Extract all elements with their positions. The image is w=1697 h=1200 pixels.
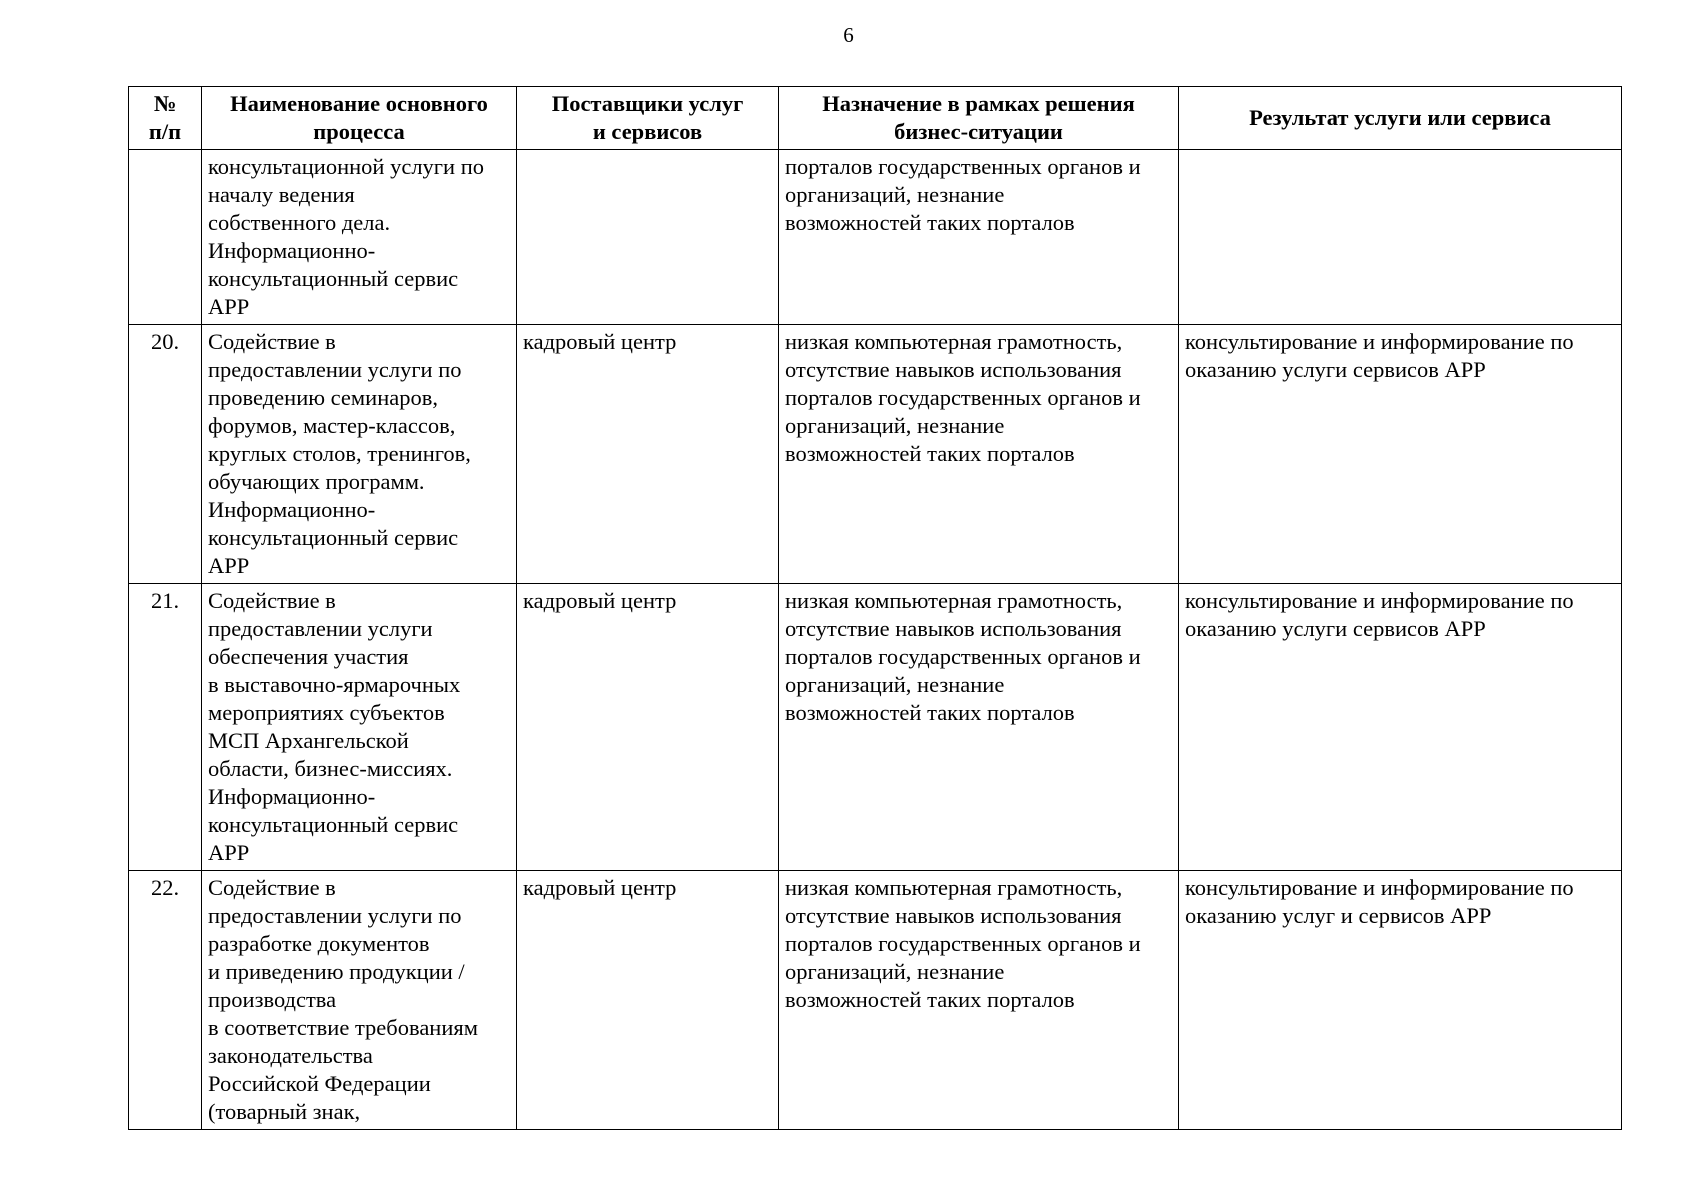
cell-result: консультирование и информирование по оказанию услуг и сервисов АРР [1179, 871, 1622, 1130]
cell-purpose: низкая компьютерная грамотность, отсутствие навыков использования порталов государственных органов и организаций, незнание возможностей таких порталов [779, 325, 1179, 584]
cell-result: консультирование и информирование по оказанию услуги сервисов АРР [1179, 584, 1622, 871]
table-row [129, 150, 1622, 325]
page-number: 6 [843, 23, 854, 47]
cell-providers: кадровый центр [517, 325, 779, 584]
cell-process-name: Содействие в предоставлении услуги по разработке документов и приведению продукции / производства в соответствие требованиям законодательства Российской Федерации (товарный знак, [202, 871, 517, 1130]
cell-purpose: низкая компьютерная грамотность, отсутствие навыков использования порталов государственных органов и организаций, незнание возможностей таких порталов [779, 871, 1179, 1130]
table-row [129, 325, 1622, 584]
cell-providers: кадровый центр [517, 871, 779, 1130]
cell-result: консультирование и информирование по оказанию услуги сервисов АРР [1179, 325, 1622, 584]
header-process-name: Наименование основного процесса [202, 87, 517, 150]
cell-purpose: порталов государственных органов и организаций, незнание возможностей таких порталов [779, 150, 1179, 325]
header-purpose: Назначение в рамках решения бизнес-ситуации [779, 87, 1179, 150]
table-header-row [129, 87, 1622, 150]
cell-num [129, 150, 202, 325]
cell-num: 20. [129, 325, 202, 584]
header-num: № п/п [129, 87, 202, 150]
cell-providers: кадровый центр [517, 584, 779, 871]
cell-num: 21. [129, 584, 202, 871]
table-row [129, 871, 1622, 1130]
cell-result [1179, 150, 1622, 325]
cell-num: 22. [129, 871, 202, 1130]
header-result: Результат услуги или сервиса [1179, 87, 1622, 150]
cell-process-name: Содействие в предоставлении услуги обеспечения участия в выставочно-ярмарочных мероприятиях субъектов МСП Архангельской области, бизнес-миссиях. Информационно- консультационный сервис АРР [202, 584, 517, 871]
cell-process-name: консультационной услуги по началу ведения собственного дела. Информационно- консультационный сервис АРР [202, 150, 517, 325]
cell-process-name: Содействие в предоставлении услуги по проведению семинаров, форумов, мастер-классов, круглых столов, тренингов, обучающих программ. Информационно- консультационный сервис АРР [202, 325, 517, 584]
table-row [129, 584, 1622, 871]
cell-providers [517, 150, 779, 325]
header-providers: Поставщики услуг и сервисов [517, 87, 779, 150]
services-table [128, 86, 1622, 1130]
cell-purpose: низкая компьютерная грамотность, отсутствие навыков использования порталов государственных органов и организаций, незнание возможностей таких порталов [779, 584, 1179, 871]
